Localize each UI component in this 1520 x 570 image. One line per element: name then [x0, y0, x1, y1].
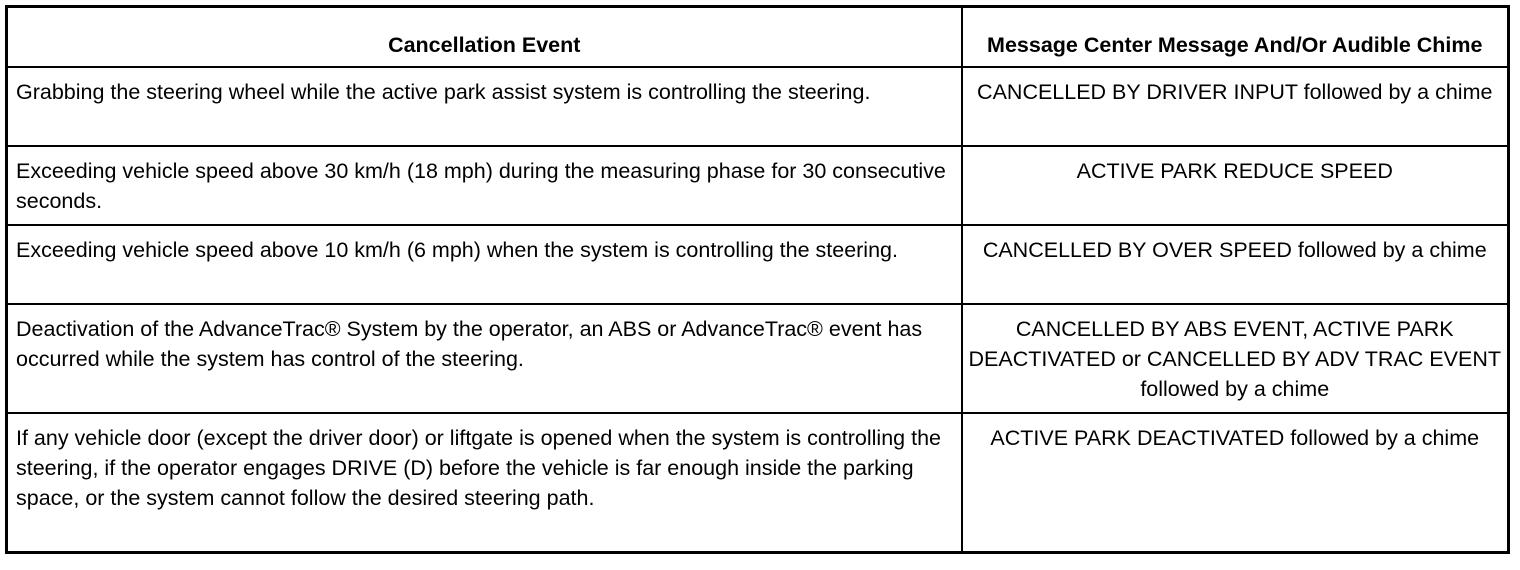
message-cell: CANCELLED BY DRIVER INPUT followed by a chime: [962, 67, 1509, 146]
table-row: [7, 413, 1509, 553]
cancellation-events-table: [5, 5, 1510, 554]
table-row: [7, 146, 1509, 225]
message-cell: ACTIVE PARK REDUCE SPEED: [962, 146, 1509, 225]
table-row: [7, 225, 1509, 304]
table-header-row: [7, 7, 1509, 67]
message-cell: CANCELLED BY OVER SPEED followed by a chime: [962, 225, 1509, 304]
column-header-cancellation-event: Cancellation Event: [7, 7, 962, 67]
table-row: [7, 304, 1509, 413]
event-cell: Exceeding vehicle speed above 10 km/h (6 mph) when the system is controlling the steering.: [7, 225, 962, 304]
event-cell: Grabbing the steering wheel while the active park assist system is controlling the steering.: [7, 67, 962, 146]
message-cell: ACTIVE PARK DEACTIVATED followed by a chime: [962, 413, 1509, 553]
table-row: [7, 67, 1509, 146]
event-cell: Deactivation of the AdvanceTrac® System by the operator, an ABS or AdvanceTrac® event has occurred while the system has control of the steering.: [7, 304, 962, 413]
document-page: [5, 5, 1510, 554]
event-cell: If any vehicle door (except the driver door) or liftgate is opened when the system is controlling the steering, if the operator engages DRIVE (D) before the vehicle is far enough inside the parking space, or the system cannot follow the desired steering path.: [7, 413, 962, 553]
column-header-message-chime: Message Center Message And/Or Audible Chime: [962, 7, 1509, 67]
event-cell: Exceeding vehicle speed above 30 km/h (18 mph) during the measuring phase for 30 consecutive seconds.: [7, 146, 962, 225]
message-cell: CANCELLED BY ABS EVENT, ACTIVE PARK DEACTIVATED or CANCELLED BY ADV TRAC EVENT followed by a chime: [962, 304, 1509, 413]
